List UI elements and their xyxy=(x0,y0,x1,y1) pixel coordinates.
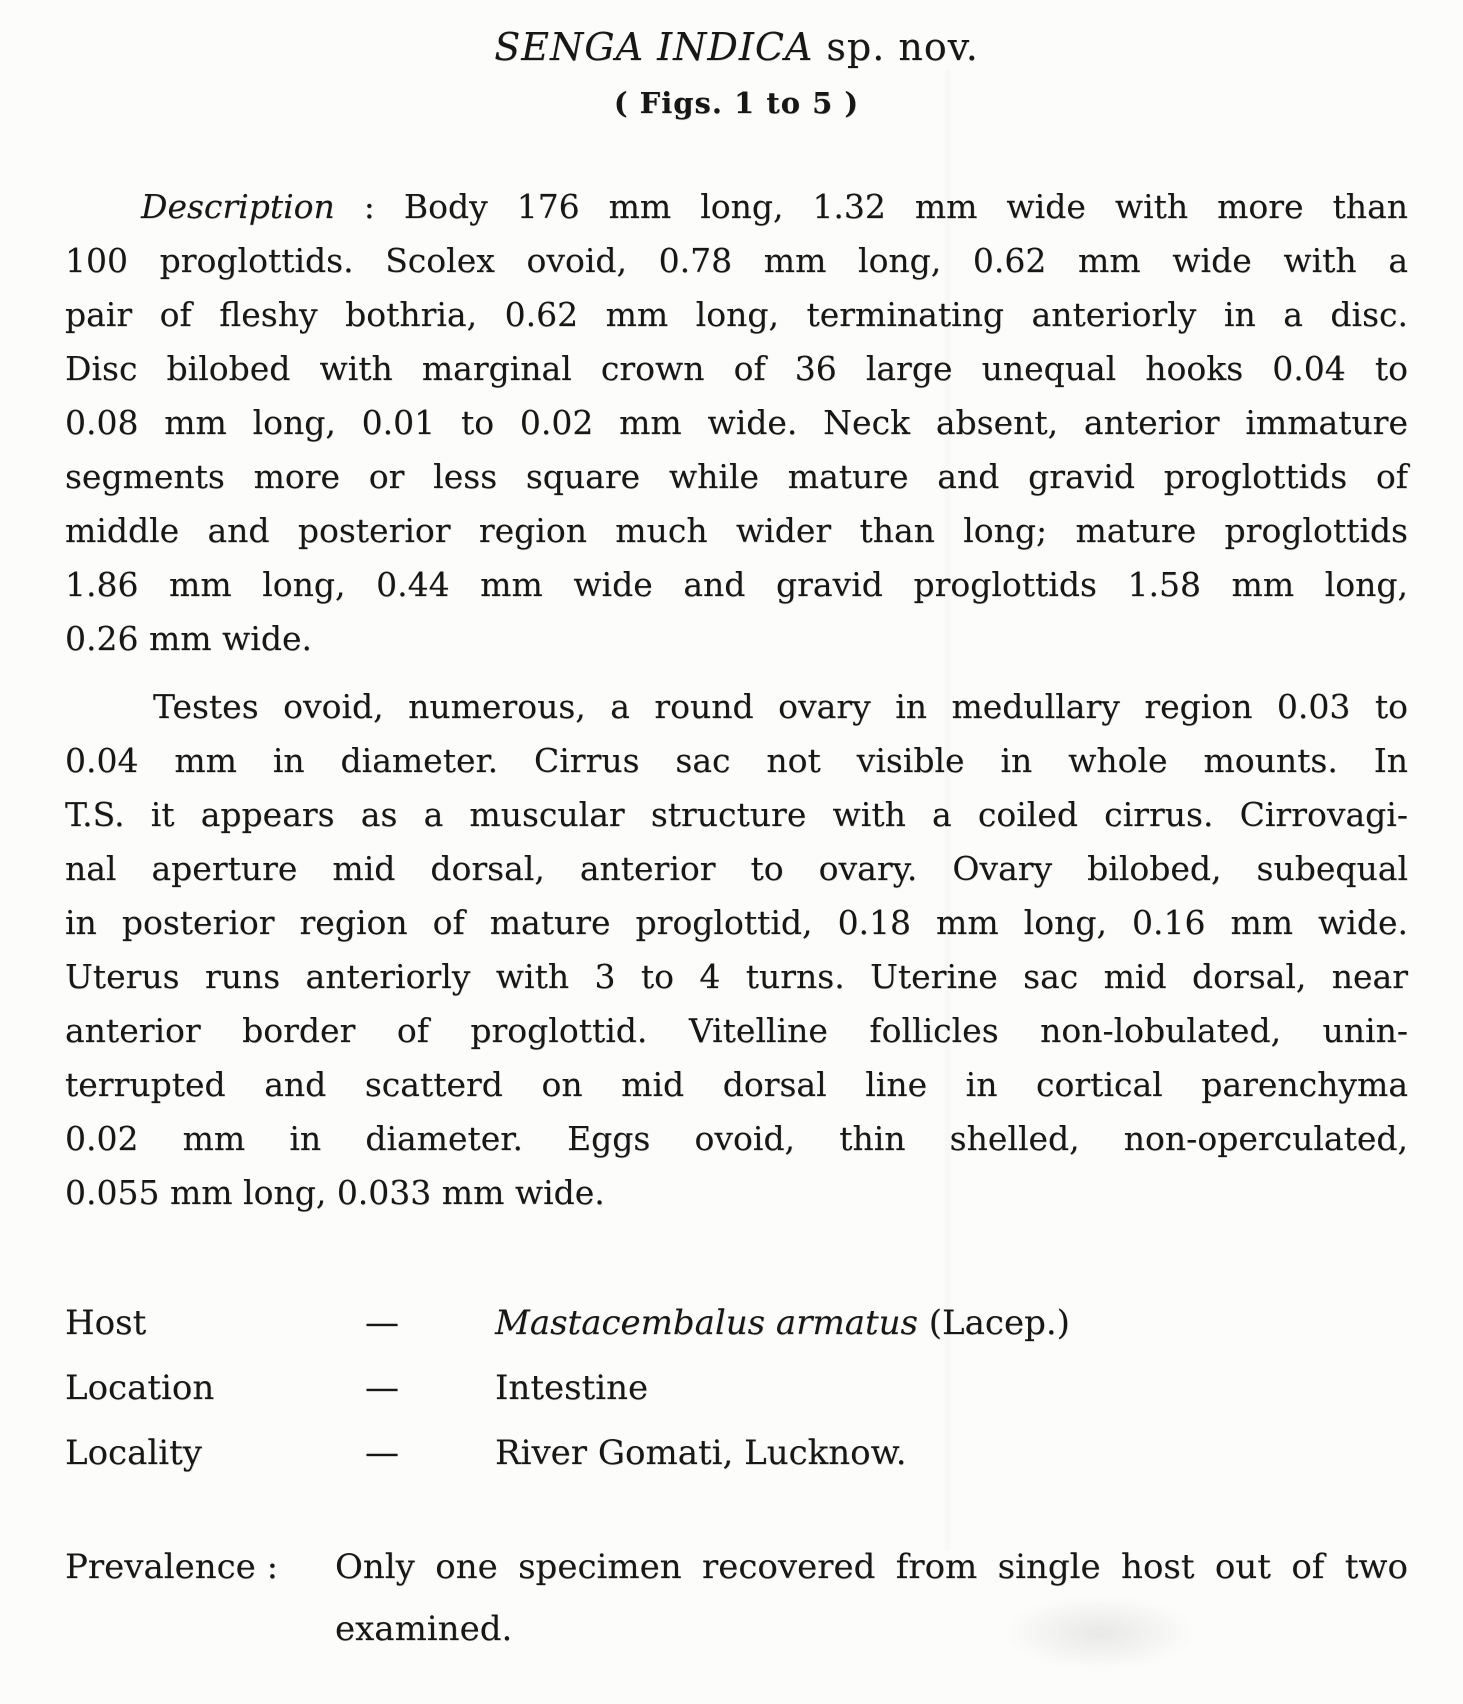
text-line: terrupted and scatterd on mid dorsal line in cortical parenchyma xyxy=(65,1065,1408,1104)
text-line: 0.055 mm long, 0.033 mm wide. xyxy=(65,1173,605,1212)
text-line: nal aperture mid dorsal, anterior to ovary. Ovary bilobed, subequal xyxy=(65,849,1408,888)
text-run: Body 176 mm long, 1.32 mm wide with more than xyxy=(403,187,1408,226)
text-line: anterior border of proglottid. Vitelline follicles non-lobulated, unin- xyxy=(65,1011,1408,1050)
species-title xyxy=(65,24,1408,70)
em-dash: — xyxy=(365,1303,399,1343)
host-value xyxy=(495,1302,1408,1344)
host-label: Host xyxy=(65,1303,147,1343)
host-authority: (Lacep.) xyxy=(917,1303,1070,1343)
text-line: 0.26 mm wide. xyxy=(65,619,312,658)
text-line: Disc bilobed with marginal crown of 36 large unequal hooks 0.04 to xyxy=(65,349,1408,388)
prevalence-block xyxy=(65,1536,1408,1660)
text-line: T.S. it appears as a muscular structure with a coiled cirrus. Cirrovagi- xyxy=(65,795,1408,834)
locality-row xyxy=(65,1432,1408,1474)
text-line xyxy=(65,180,1408,234)
host-table xyxy=(65,1302,1408,1474)
location-row xyxy=(65,1367,1408,1409)
text-line: 0.02 mm in diameter. Eggs ovoid, thin shelled, non-operculated, xyxy=(65,1119,1408,1158)
location-value-roman: Intestine xyxy=(495,1368,649,1408)
locality-value-roman: River Gomati, Lucknow. xyxy=(495,1433,907,1473)
prevalence-label xyxy=(65,1536,335,1660)
text-line: Only one specimen recovered from single host out of two xyxy=(335,1547,1408,1587)
text-line: segments more or less square while mature and gravid proglottids of xyxy=(65,457,1408,496)
em-dash: — xyxy=(365,1368,399,1408)
text-line: 100 proglottids. Scolex ovoid, 0.78 mm long, 0.62 mm wide with a xyxy=(65,241,1408,280)
text-line: 0.04 mm in diameter. Cirrus sac not visible in whole mounts. In xyxy=(65,741,1408,780)
location-value xyxy=(495,1367,1408,1409)
host-row xyxy=(65,1302,1408,1344)
description-paragraph xyxy=(65,180,1408,666)
text-line: 1.86 mm long, 0.44 mm wide and gravid proglottids 1.58 mm long, xyxy=(65,565,1408,604)
text-line: middle and posterior region much wider than long; mature proglottids xyxy=(65,511,1408,550)
description-colon: : xyxy=(334,187,404,226)
species-name: SENGA INDICA xyxy=(494,25,814,69)
species-title-suffix: sp. nov. xyxy=(813,25,979,69)
text-line: Testes ovoid, numerous, a round ovary in medullary region 0.03 to xyxy=(153,687,1408,726)
location-label: Location xyxy=(65,1368,215,1408)
testes-paragraph xyxy=(65,680,1408,1220)
em-dash: — xyxy=(365,1433,399,1473)
host-species-italic: Mastacembalus armatus xyxy=(495,1303,918,1343)
text-line: in posterior region of mature proglottid, 0.18 mm long, 0.16 mm wide. xyxy=(65,903,1408,942)
locality-value xyxy=(495,1432,1408,1474)
figures-caption: ( Figs. 1 to 5 ) xyxy=(613,86,860,120)
prevalence-label-text: Prevalence xyxy=(65,1547,256,1587)
text-line: pair of fleshy bothria, 0.62 mm long, terminating anteriorly in a disc. xyxy=(65,295,1408,334)
prevalence-colon: : xyxy=(255,1547,279,1587)
text-line: examined. xyxy=(335,1609,513,1649)
prevalence-text xyxy=(335,1536,1408,1660)
text-line: Uterus runs anteriorly with 3 to 4 turns. Uterine sac mid dorsal, near xyxy=(65,957,1408,996)
description-label: Description xyxy=(141,187,335,226)
locality-label: Locality xyxy=(65,1433,202,1473)
text-line: 0.08 mm long, 0.01 to 0.02 mm wide. Neck absent, anterior immature xyxy=(65,403,1408,442)
